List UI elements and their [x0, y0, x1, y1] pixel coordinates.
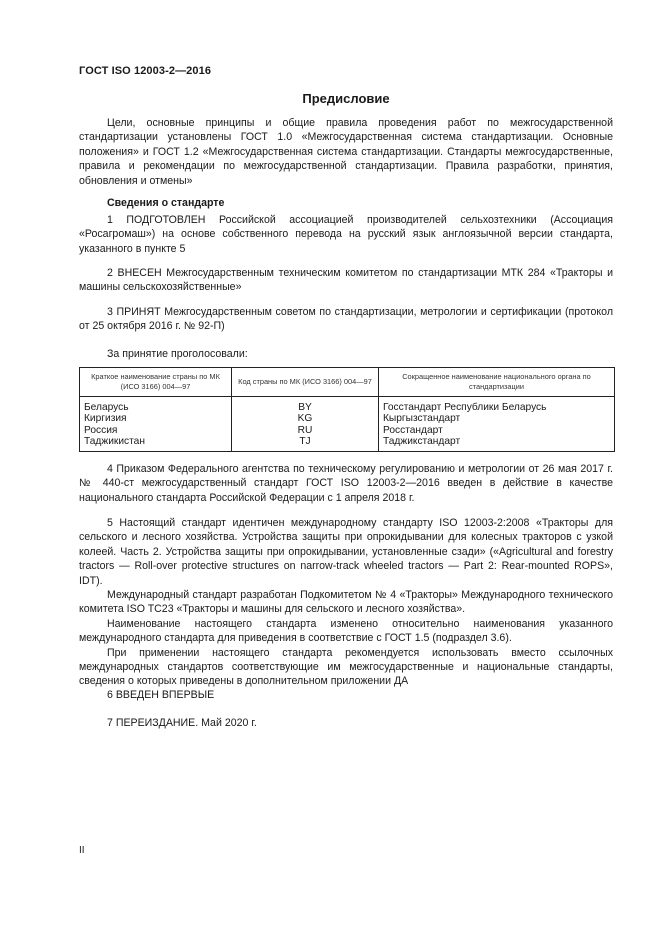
page-number: II [79, 845, 85, 856]
standards-body-cell: Росстандарт [379, 425, 615, 436]
item-5-paragraph: 5 Настоящий стандарт идентичен международному стандарту ISO 12003-2:2008 «Тракторы для сельского и лесного хозяйства. Устройства защиты при опрокидывании для колесных тракторов с узкой колеей. Часть 2. Устройства защиты при опрокидывании, установленные сзади» («Agricultural and forestry tractors — Roll-over protective structures on narrow-track wheeled tractors — Part 2: Rear-mounted ROPS», IDT). [79, 517, 613, 587]
table-row [80, 413, 615, 424]
header-standards-body: Сокращенное наименование национального органа по стандартизации [379, 368, 615, 397]
item-3-paragraph: 3 ПРИНЯТ Межгосударственным советом по стандартизации, метрологии и сертификации (протокол от 25 октября 2016 г. № 92-П) [79, 306, 613, 333]
table-row [80, 397, 615, 414]
item-1-paragraph: 1 ПОДГОТОВЛЕН Российской ассоциацией производителей сельхозтехники (Ассоциация «Росагромаш») на основе собственного перевода на русский язык англоязычной версии стандарта, указанного в пункте 5 [79, 214, 613, 255]
item-5-block [79, 516, 613, 689]
item-1-block [79, 213, 613, 256]
table-row [80, 436, 615, 452]
item-5-sub-paragraph-2: Наименование настоящего стандарта изменено относительно наименования указанного международного стандарта для приведения в соответствие с ГОСТ 1.5 (подраздел 3.6). [79, 617, 613, 645]
item-2-paragraph: 2 ВНЕСЕН Межгосударственным техническим комитетом по стандартизации МТК 284 «Тракторы и машины сельскохозяйственные» [79, 267, 613, 294]
intro-paragraph: Цели, основные принципы и общие правила проведения работ по межгосударственной стандартизации установлены ГОСТ 1.0 «Межгосударственная система стандартизации. Основные положения» и ГОСТ 1.2 «Межгосударственная система стандартизации. Стандарты межгосударственные, правила и рекомендации по межгосударственной стандартизации. Правила разработки, принятия, обновления и отмены» [79, 117, 613, 187]
page-title: Предисловие [302, 91, 390, 106]
voted-label: За принятие проголосовали: [107, 348, 248, 360]
item-3-block [79, 305, 613, 334]
country-code-cell: TJ [232, 436, 379, 452]
item-5-sub-paragraph-3: При применении настоящего стандарта рекомендуется использовать вместо ссылочных международных стандартов соответствующие им межгосударственные и национальные стандарты, сведения о которых приведены в дополнительном приложении ДА [79, 646, 613, 688]
header-country-code: Код страны по МК (ИСО 3166) 004—97 [232, 368, 379, 397]
item-6-paragraph: 6 ВВЕДЕН ВПЕРВЫЕ [107, 689, 215, 701]
country-code-cell: KG [232, 413, 379, 424]
item-5-sub-paragraph-1: Международный стандарт разработан Подкомитетом № 4 «Тракторы» Международного технического комитета ISO TC23 «Тракторы и машины для сельского и лесного хозяйства». [79, 589, 613, 616]
item-4-block [79, 462, 613, 505]
item-4-paragraph: 4 Приказом Федерального агентства по техническому регулированию и метрологии от 26 мая 2017 г. № 440-ст межгосударственный стандарт ГОСТ ISO 12003-2—2016 введен в действие в качестве национального стандарта Российской Федерации с 1 апреля 2018 г. [79, 463, 613, 504]
country-code-cell: BY [232, 397, 379, 414]
table-row [80, 425, 615, 436]
item-7-paragraph: 7 ПЕРЕИЗДАНИЕ. Май 2020 г. [107, 717, 257, 729]
standard-code-header: ГОСТ ISO 12003-2—2016 [79, 65, 212, 77]
intro-block [79, 116, 613, 188]
standards-body-cell: Кыргызстандарт [379, 413, 615, 424]
standards-body-cell: Таджикстандарт [379, 436, 615, 452]
table-header-row [80, 368, 615, 397]
standards-body-cell: Госстандарт Республики Беларусь [379, 397, 615, 414]
country-name-cell: Россия [80, 425, 232, 436]
item-7-block [79, 716, 613, 730]
voting-table [79, 367, 615, 452]
item-6-block [79, 688, 613, 702]
country-name-cell: Таджикистан [80, 436, 232, 452]
header-country-name: Краткое наименование страны по МК (ИСО 3166) 004—97 [80, 368, 232, 397]
country-name-cell: Киргизия [80, 413, 232, 424]
section-heading: Сведения о стандарте [107, 197, 225, 209]
item-2-block [79, 266, 613, 295]
country-name-cell: Беларусь [80, 397, 232, 414]
country-code-cell: RU [232, 425, 379, 436]
